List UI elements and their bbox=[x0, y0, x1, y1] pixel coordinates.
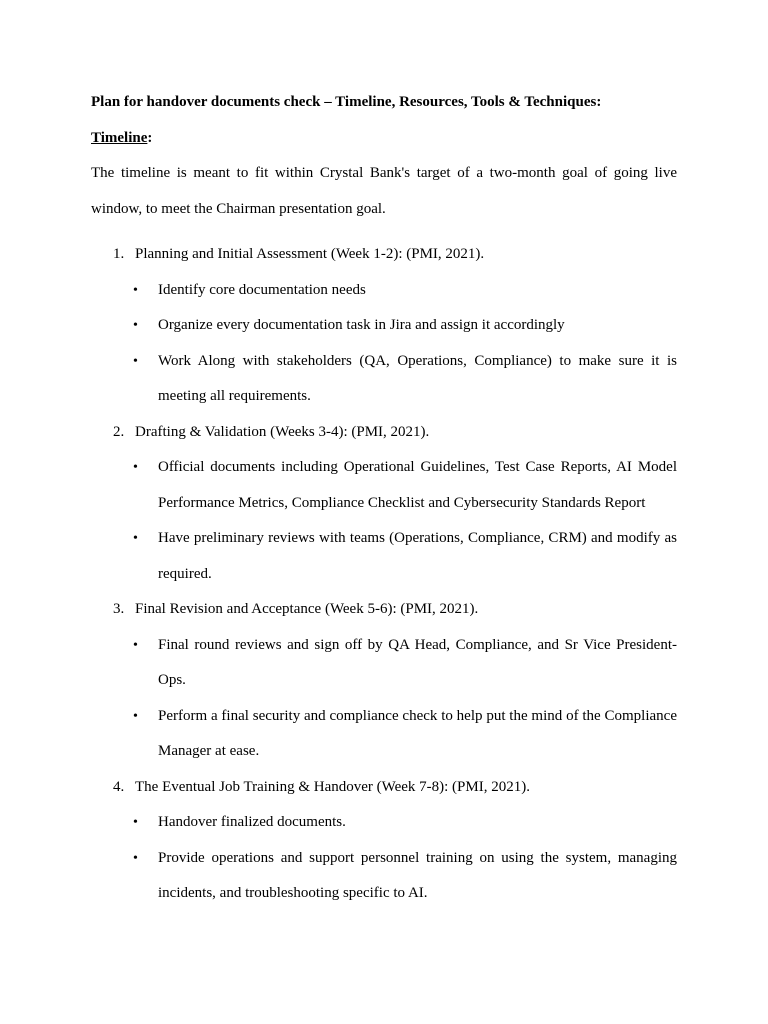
phase-title: Final Revision and Acceptance (Week 5-6): (PMI, 2021). bbox=[135, 601, 479, 617]
task-text: Provide operations and support personnel training on using the system, managing incidents, and troubleshooting specific to AI. bbox=[158, 849, 677, 901]
task-list bbox=[135, 273, 677, 415]
document-title: Plan for handover documents check – Timeline, Resources, Tools & Techniques: bbox=[91, 94, 602, 110]
task-item bbox=[135, 699, 677, 770]
section-heading bbox=[91, 120, 677, 156]
phase-heading bbox=[113, 237, 677, 273]
phase-item bbox=[91, 237, 677, 415]
bullet-icon: • bbox=[133, 353, 138, 369]
phase-title: Drafting & Validation (Weeks 3-4): (PMI, 2021). bbox=[135, 423, 430, 440]
task-item bbox=[135, 521, 677, 592]
phase-item bbox=[91, 415, 677, 593]
task-item bbox=[135, 308, 677, 344]
phase-heading bbox=[113, 415, 677, 451]
phase-heading bbox=[113, 592, 677, 628]
task-item bbox=[135, 805, 677, 841]
document-page bbox=[91, 84, 677, 912]
section-heading-colon: : bbox=[147, 130, 153, 146]
phase-number: 3. bbox=[113, 601, 125, 617]
task-text: Final round reviews and sign off by QA Head, Compliance, and Sr Vice President-Ops. bbox=[158, 636, 677, 688]
task-text: Handover finalized documents. bbox=[158, 814, 346, 830]
phase-number: 2. bbox=[113, 423, 125, 440]
task-list bbox=[135, 628, 677, 770]
phase-title: Planning and Initial Assessment (Week 1-2): (PMI, 2021). bbox=[135, 246, 485, 262]
bullet-icon: • bbox=[133, 318, 138, 333]
task-item bbox=[135, 841, 677, 912]
bullet-icon: • bbox=[133, 282, 138, 298]
bullet-icon: • bbox=[133, 531, 138, 546]
task-item bbox=[135, 450, 677, 521]
bullet-icon: • bbox=[133, 708, 138, 724]
task-item bbox=[135, 273, 677, 309]
task-text: Identify core documentation needs bbox=[158, 281, 366, 298]
task-text: Perform a final security and compliance check to help put the mind of the Compliance Manager at ease. bbox=[158, 707, 677, 759]
bullet-icon: • bbox=[133, 460, 138, 475]
task-item bbox=[135, 344, 677, 415]
task-text: Official documents including Operational Guidelines, Test Case Reports, AI Model Performance Metrics, Compliance Checklist and Cybersecurity Standards Report bbox=[158, 459, 677, 511]
phase-title: The Eventual Job Training & Handover (Week 7-8): (PMI, 2021). bbox=[135, 778, 530, 795]
task-text: Work Along with stakeholders (QA, Operations, Compliance) to make sure it is meeting all requirements. bbox=[158, 352, 677, 404]
bullet-icon: • bbox=[133, 850, 138, 866]
task-text: Organize every documentation task in Jira and assign it accordingly bbox=[158, 317, 565, 333]
section-heading-label: Timeline bbox=[91, 130, 148, 146]
bullet-icon: • bbox=[133, 815, 138, 830]
phase-heading bbox=[113, 770, 677, 806]
phase-number: 4. bbox=[113, 778, 125, 795]
phase-list bbox=[91, 237, 677, 912]
bullet-icon: • bbox=[133, 637, 138, 653]
task-item bbox=[135, 628, 677, 699]
task-list bbox=[135, 450, 677, 592]
phase-item bbox=[91, 770, 677, 912]
phase-item bbox=[91, 592, 677, 770]
task-text: Have preliminary reviews with teams (Operations, Compliance, CRM) and modify as required. bbox=[158, 530, 677, 582]
intro-paragraph: The timeline is meant to fit within Crystal Bank's target of a two-month goal of going live window, to meet the Chairman presentation goal. bbox=[91, 165, 677, 217]
phase-number: 1. bbox=[113, 246, 125, 262]
task-list bbox=[135, 805, 677, 912]
